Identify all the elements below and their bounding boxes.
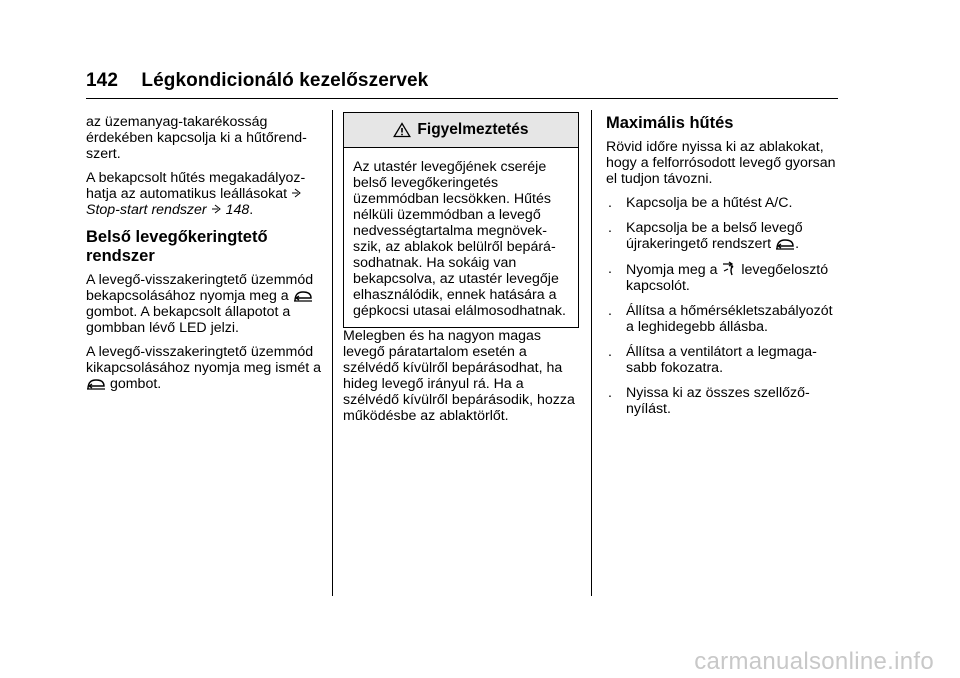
page-header [86, 70, 428, 92]
recirculation-icon [293, 289, 313, 303]
page-title: Légkondicionáló kezelőszervek [141, 70, 429, 91]
bullet: . [608, 385, 612, 401]
column-divider-right [591, 110, 592, 596]
column-right [606, 114, 842, 426]
step-text: Nyomja meg a [626, 262, 718, 278]
bullet: . [608, 344, 612, 360]
recirc-on-text-end: gombot. A bekapcsolt állapotot a gombban lévő LED jelzi. [86, 304, 291, 336]
step-text: Állítsa a ventilátort a legmaga-sabb fokozatra. [626, 344, 817, 376]
stop-start-link[interactable]: Stop-start rendszer [86, 202, 207, 218]
recirc-off-text: A levegő-visszakeringtető üzemmód kikapcsolásához nyomja meg ismét a [86, 344, 321, 376]
warning-title: Figyelmeztetés [417, 121, 529, 138]
list-item [606, 385, 842, 417]
stop-start-page-ref[interactable]: 148 [225, 202, 250, 218]
list-item [606, 261, 842, 294]
recirc-off-text-end: gombot. [109, 376, 162, 392]
section-heading-recirculation: Belső levegőkeringtető rendszer [86, 228, 268, 265]
warning-header [344, 113, 578, 148]
xref-arrow-icon [291, 188, 302, 199]
bullet: . [608, 261, 612, 277]
recirculation-icon [86, 377, 106, 391]
step-text: Nyissa ki az összes szellőző-nyílást. [626, 385, 810, 417]
air-distribution-icon [721, 261, 737, 277]
paragraph-recirc-on [86, 272, 322, 336]
header-rule [86, 98, 838, 99]
stop-start-text: A bekapcsolt hűtés megakadályoz-hatja az automatikus leállásokat [86, 170, 306, 202]
list-item [606, 220, 842, 252]
step-text: Állítsa a hőmérsékletszabályozót a leghidegebb állásba. [626, 303, 833, 335]
page-number: 142 [86, 70, 119, 91]
step-text: Kapcsolja be a hűtést A/C. [626, 195, 793, 211]
paragraph-recirc-off [86, 344, 322, 392]
bullet: . [608, 303, 612, 319]
step-text-end: . [795, 236, 800, 252]
paragraph-cooling-off: az üzemanyag-takarékosság érdekében kapcsolja ki a hűtőrend-szert. [86, 114, 307, 162]
column-divider-left [332, 110, 333, 596]
section-heading-max-cooling: Maximális hűtés [606, 114, 734, 132]
column-left [86, 114, 322, 400]
paragraph-defogging: Melegben és ha nagyon magas levegő páratartalom esetén a szélvédő kívülről bepárásodhat, ha hideg levegő irányul rá. Ha a szélvédő kívülről bepárásodik, hozza működésbe az ablaktörlőt. [343, 328, 575, 424]
recirc-on-text: A levegő-visszakeringtető üzemmód bekapcsolásához nyomja meg a [86, 272, 314, 304]
bullet: . [608, 195, 612, 211]
paragraph-stop-start [86, 170, 322, 218]
step-text-end: levegőelosztó kapcsolót. [626, 262, 829, 294]
max-cooling-steps [606, 195, 842, 417]
list-item [606, 303, 842, 335]
xref-arrow-icon [211, 204, 222, 215]
paragraph-max-cooling-intro: Rövid időre nyissa ki az ablakokat, hogy a felforrósodott levegő gyorsan el tudjon távozni. [606, 139, 836, 187]
list-item [606, 195, 842, 211]
column-middle [343, 112, 579, 432]
list-item [606, 344, 842, 376]
watermark: carmanualsonline.info [694, 648, 934, 675]
recirculation-icon [775, 237, 795, 251]
step-text: Kapcsolja be a belső levegő újrakeringető rendszert [626, 220, 803, 252]
warning-box [343, 112, 579, 328]
sentence-end: . [249, 202, 254, 218]
warning-triangle-icon [393, 122, 411, 138]
bullet: . [608, 220, 612, 236]
warning-text: Az utastér levegőjének cseréje belső levegőkeringetés üzemmódban lecsökken. Hűtés nélküli üzemmódban a levegő nedvességtartalma megnövek-szik, az ablakok belülről bepárá-sodhatnak. Ha sokáig van bekapcsolva, az utastér levegője elhasználódik, ennek hatására a gépkocsi utasai elálmosodhatnak. [353, 159, 566, 319]
